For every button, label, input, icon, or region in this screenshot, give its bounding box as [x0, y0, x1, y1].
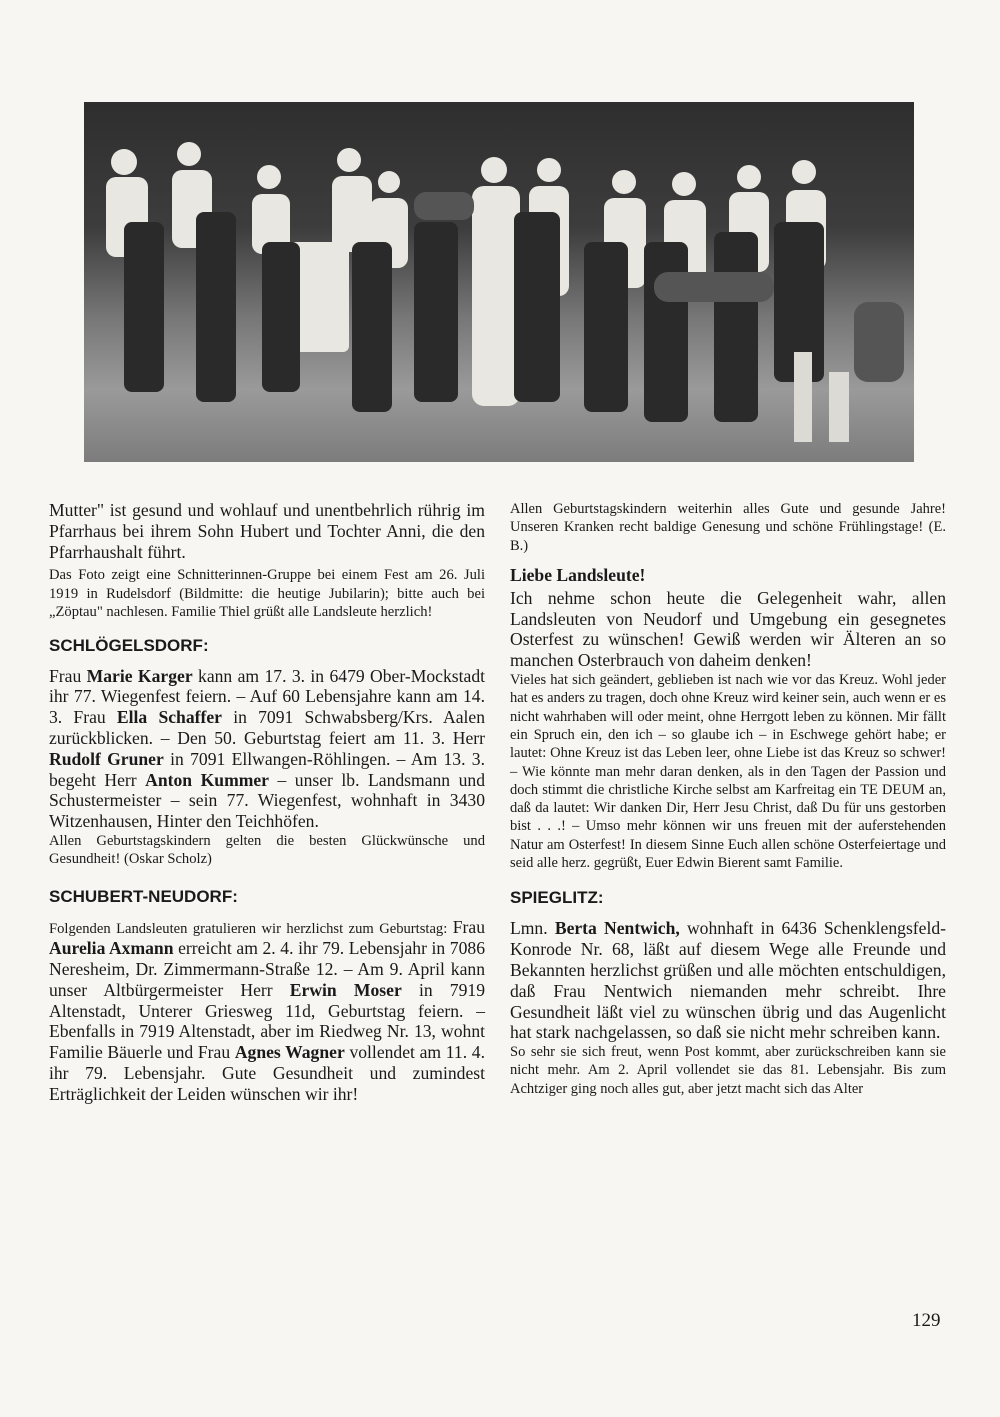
right-wishes: Allen Geburtstagskindern weiterhin alles Gute und gesunde Jahre! Unseren Kranken recht baldige Genesung und schöne Frühlingstage! (E. B.) [510, 501, 946, 554]
name-erwin-moser: Erwin Moser [289, 979, 402, 1000]
left-column [49, 500, 485, 1105]
liebe-paragraph: Ich nehme schon heute die Gelegenheit wahr, allen Landsleuten von Neudorf und Umgebung ein gesegnetes Osterfest zu wünschen! Gewiß werden wir Älteren an so manchen Osterbrauch von daheim denken! [510, 587, 946, 671]
right-column [510, 500, 946, 1098]
heading-spieglitz: SPIEGLITZ: [510, 888, 604, 908]
spieglitz-paragraph: Lmn. Berta Nentwich, wohnhaft in 6436 Schenklengsfeld-Konrode Nr. 68, läßt auf diesem Wege alle Freunde und Bekannten herzlichst grüßen und alle möchten entschuldigen, daß Frau Nentwich niemanden mehr schreibt. Ihre Gesundheit läßt viel zu wünschen übrig und das Augenlicht hat stark nachgelassen, so daß sie nicht mehr schreiben kann. [510, 918, 947, 1043]
name-marie-karger: Marie Karger [86, 665, 193, 686]
schubert-paragraph: Folgenden Landsleuten gratulieren wir herzlichst zum Geburtstag: Frau Aurelia Axmann erreicht am 2. 4. ihr 79. Lebensjahr in 7086 Neresheim, Dr. Zimmermann-Straße 12. – Am 9. April kann unser Altbürgermeister Herr Erwin Moser in 7919 Altenstadt, Unterer Griesweg 11d, Geburtstag feiern. – Ebenfalls in 7919 Altenstadt, aber im Riedweg Nr. 13, wohnt Familie Bäuerle und Frau Agnes Wagner vollendet am 11. 4. ihr 79. Lebensjahr. Gute Gesundheit und zumindest Erträglichkeit der Leiden wünschen wir ihr! [49, 916, 485, 1104]
heading-schubert-neudorf: SCHUBERT-NEUDORF: [49, 886, 238, 906]
name-agnes-wagner: Agnes Wagner [234, 1042, 345, 1063]
name-ella-schaffer: Ella Schaffer [116, 707, 222, 728]
intro-paragraph: Mutter" ist gesund und wohlauf und unentbehrlich rührig im Pfarrhaus bei ihrem Sohn Hubert und Tochter Anni, die den Pfarrhaushalt führt. [49, 500, 485, 562]
heading-liebe-landsleute: Liebe Landsleute! [510, 564, 646, 585]
name-aurelia-axmann: Aurelia Axmann [49, 938, 174, 959]
name-rudolf-gruner: Rudolf Gruner [49, 748, 164, 769]
spieglitz-small-paragraph: So sehr sie sich freut, wenn Post kommt, aber zurückschreiben kann sie nicht mehr. Am 2. April vollendet sie das 81. Lebensjahr. Bis zum Achtziger ging noch alles gut, aber jetzt macht sich das Alter [510, 1044, 946, 1097]
schubert-lead: Folgenden Landsleuten gratulieren wir herzlichst zum Geburtstag: [49, 920, 453, 937]
schloegelsdorf-wishes: Allen Geburtstagskindern gelten die besten Glückwünsche und Gesundheit! (Oskar Scholz) [49, 832, 485, 868]
name-berta-nentwich: Berta Nentwich, [554, 918, 680, 939]
easter-paragraph: Vieles hat sich geändert, geblieben ist nach wie vor das Kreuz. Wohl jeder hat es anders zu tragen, doch ohne Kreuz wird keiner sein, auch wenn er es nicht wahrhaben will oder meint, ohne Herrgott leben zu können. Mir fällt ein Spruch ein, den ich – so glaube ich – in Eschwege gehört habe; er lautet: Ohne Kreuz ist das Leben leer, ohne Liebe ist das Kreuz so schwer! – Wie könnte man mehr daran denken, als in den Tagen der Passion und doch stimmt die christliche Kirche selbst am Karfreitag ein TE DEUM an, daß da lautet: Wir danken Dir, Herr Jesu Christ, daß Du für uns gestorben bist . . .! – Umso mehr können wir uns freuen mit der auferstehenden Natur am Osterfest! In diesem Sinne Euch allen schöne Osterfeiertage und seid alle herz. gegrüßt, Euer Edwin Bierent samt Familie. [510, 672, 946, 872]
group-photo [84, 102, 914, 462]
page-number: 129 [912, 1310, 941, 1331]
photo-caption: Das Foto zeigt eine Schnitterinnen-Gruppe bei einem Fest am 26. Juli 1919 in Rudelsdorf (Bildmitte: die heutige Jubilarin); bitte auch bei „Zöptau" nachlesen. Familie Thiel grüßt alle Landsleute herzlich! [49, 567, 485, 621]
schloegelsdorf-paragraph: Frau Marie Karger kann am 17. 3. in 6479 Ober-Mockstadt ihr 77. Wiegenfest feiern. – Auf 60 Lebensjahre kann am 14. 3. Frau Ella Schaffer in 7091 Schwabsberg/Krs. Aalen zurückblicken. – Den 50. Geburtstag feiert am 11. 3. Herr Rudolf Gruner in 7091 Ellwangen-Röhlingen. – Am 13. 3. begeht Herr Anton Kummer – unser lb. Landsmann und Schustermeister – sein 77. Wiegenfest, wohnhaft in 3430 Witzenhausen, Hinter den Teichhöfen. [49, 665, 486, 832]
name-anton-kummer: Anton Kummer [145, 769, 269, 790]
heading-schloegelsdorf: SCHLÖGELSDORF: [49, 635, 209, 655]
